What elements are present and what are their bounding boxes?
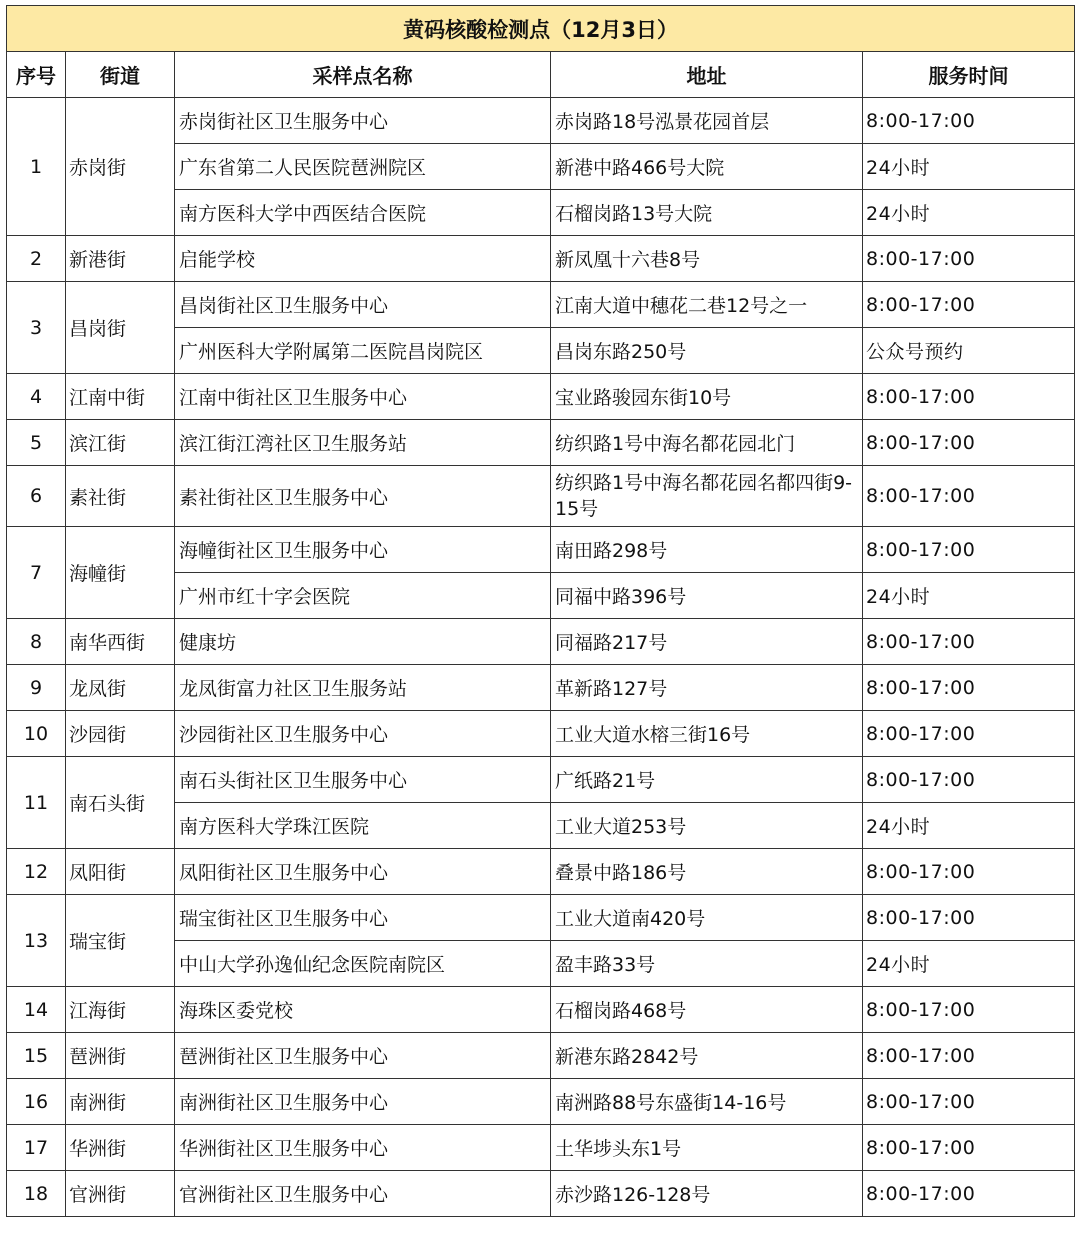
site-name: 广州医科大学附属第二医院昌岗院区	[175, 328, 551, 374]
row-number: 7	[7, 527, 66, 619]
table-row	[7, 1125, 1075, 1171]
site-address: 昌岗东路250号	[551, 328, 863, 374]
street-name: 凤阳街	[66, 849, 175, 895]
table-row	[7, 374, 1075, 420]
site-address: 叠景中路186号	[551, 849, 863, 895]
street-name: 南华西街	[66, 619, 175, 665]
service-hours: 8:00-17:00	[863, 282, 1075, 328]
row-number: 3	[7, 282, 66, 374]
service-hours: 8:00-17:00	[863, 1125, 1075, 1171]
table-row	[7, 849, 1075, 895]
site-name: 瑞宝街社区卫生服务中心	[175, 895, 551, 941]
header-hours: 服务时间	[863, 52, 1075, 98]
row-number: 6	[7, 466, 66, 527]
service-hours: 24小时	[863, 144, 1075, 190]
table-row	[7, 895, 1075, 941]
service-hours: 8:00-17:00	[863, 987, 1075, 1033]
site-address: 土华埗头东1号	[551, 1125, 863, 1171]
site-name: 南洲街社区卫生服务中心	[175, 1079, 551, 1125]
row-number: 18	[7, 1171, 66, 1217]
site-name: 琶洲街社区卫生服务中心	[175, 1033, 551, 1079]
service-hours: 8:00-17:00	[863, 665, 1075, 711]
site-address: 新凤凰十六巷8号	[551, 236, 863, 282]
service-hours: 8:00-17:00	[863, 895, 1075, 941]
site-address: 赤沙路126-128号	[551, 1171, 863, 1217]
service-hours: 24小时	[863, 573, 1075, 619]
site-name: 江南中街社区卫生服务中心	[175, 374, 551, 420]
header-address: 地址	[551, 52, 863, 98]
site-address: 石榴岗路468号	[551, 987, 863, 1033]
site-name: 海珠区委党校	[175, 987, 551, 1033]
service-hours: 8:00-17:00	[863, 98, 1075, 144]
header-site: 采样点名称	[175, 52, 551, 98]
service-hours: 8:00-17:00	[863, 527, 1075, 573]
street-name: 素社街	[66, 466, 175, 527]
site-address: 工业大道253号	[551, 803, 863, 849]
street-name: 瑞宝街	[66, 895, 175, 987]
street-name: 新港街	[66, 236, 175, 282]
site-name: 南方医科大学中西医结合医院	[175, 190, 551, 236]
site-name: 中山大学孙逸仙纪念医院南院区	[175, 941, 551, 987]
street-name: 南石头街	[66, 757, 175, 849]
site-address: 南洲路88号东盛街14-16号	[551, 1079, 863, 1125]
street-name: 江南中街	[66, 374, 175, 420]
street-name: 滨江街	[66, 420, 175, 466]
site-name: 南方医科大学珠江医院	[175, 803, 551, 849]
table-row	[7, 757, 1075, 803]
street-name: 赤岗街	[66, 98, 175, 236]
row-number: 13	[7, 895, 66, 987]
site-address: 同福路217号	[551, 619, 863, 665]
site-address: 工业大道水榕三街16号	[551, 711, 863, 757]
table-row	[7, 98, 1075, 144]
street-name: 沙园街	[66, 711, 175, 757]
site-name: 官洲街社区卫生服务中心	[175, 1171, 551, 1217]
site-name: 龙凤街富力社区卫生服务站	[175, 665, 551, 711]
site-address: 纺织路1号中海名都花园北门	[551, 420, 863, 466]
site-name: 滨江街江湾社区卫生服务站	[175, 420, 551, 466]
site-address: 赤岗路18号泓景花园首层	[551, 98, 863, 144]
row-number: 16	[7, 1079, 66, 1125]
site-address: 南田路298号	[551, 527, 863, 573]
table-body	[7, 98, 1075, 1217]
table-row	[7, 665, 1075, 711]
service-hours: 8:00-17:00	[863, 466, 1075, 527]
row-number: 5	[7, 420, 66, 466]
service-hours: 8:00-17:00	[863, 236, 1075, 282]
service-hours: 8:00-17:00	[863, 711, 1075, 757]
site-address: 工业大道南420号	[551, 895, 863, 941]
service-hours: 8:00-17:00	[863, 420, 1075, 466]
site-name: 赤岗街社区卫生服务中心	[175, 98, 551, 144]
table-row	[7, 711, 1075, 757]
header-no: 序号	[7, 52, 66, 98]
header-street: 街道	[66, 52, 175, 98]
site-name: 昌岗街社区卫生服务中心	[175, 282, 551, 328]
site-name: 沙园街社区卫生服务中心	[175, 711, 551, 757]
table-row	[7, 1079, 1075, 1125]
service-hours: 24小时	[863, 803, 1075, 849]
street-name: 华洲街	[66, 1125, 175, 1171]
table-row	[7, 282, 1075, 328]
site-name: 海幢街社区卫生服务中心	[175, 527, 551, 573]
site-name: 华洲街社区卫生服务中心	[175, 1125, 551, 1171]
service-hours: 8:00-17:00	[863, 1079, 1075, 1125]
site-address: 纺织路1号中海名都花园名都四街9-15号	[551, 466, 863, 527]
table-row	[7, 466, 1075, 527]
table-row	[7, 987, 1075, 1033]
site-address: 江南大道中穗花二巷12号之一	[551, 282, 863, 328]
service-hours: 24小时	[863, 941, 1075, 987]
header-row	[7, 52, 1075, 98]
table-row	[7, 1171, 1075, 1217]
site-address: 同福中路396号	[551, 573, 863, 619]
service-hours: 8:00-17:00	[863, 757, 1075, 803]
row-number: 9	[7, 665, 66, 711]
street-name: 江海街	[66, 987, 175, 1033]
row-number: 17	[7, 1125, 66, 1171]
site-name: 健康坊	[175, 619, 551, 665]
service-hours: 8:00-17:00	[863, 619, 1075, 665]
site-address: 盈丰路33号	[551, 941, 863, 987]
row-number: 10	[7, 711, 66, 757]
service-hours: 公众号预约	[863, 328, 1075, 374]
street-name: 琶洲街	[66, 1033, 175, 1079]
table-row	[7, 1033, 1075, 1079]
service-hours: 24小时	[863, 190, 1075, 236]
service-hours: 8:00-17:00	[863, 1171, 1075, 1217]
service-hours: 8:00-17:00	[863, 1033, 1075, 1079]
site-name: 广东省第二人民医院琶洲院区	[175, 144, 551, 190]
street-name: 海幢街	[66, 527, 175, 619]
site-name: 素社街社区卫生服务中心	[175, 466, 551, 527]
street-name: 南洲街	[66, 1079, 175, 1125]
table-row	[7, 619, 1075, 665]
row-number: 12	[7, 849, 66, 895]
site-address: 宝业路骏园东街10号	[551, 374, 863, 420]
table-row	[7, 420, 1075, 466]
site-address: 新港中路466号大院	[551, 144, 863, 190]
site-name: 凤阳街社区卫生服务中心	[175, 849, 551, 895]
street-name: 龙凤街	[66, 665, 175, 711]
site-name: 南石头街社区卫生服务中心	[175, 757, 551, 803]
street-name: 官洲街	[66, 1171, 175, 1217]
site-name: 广州市红十字会医院	[175, 573, 551, 619]
service-hours: 8:00-17:00	[863, 374, 1075, 420]
site-name: 启能学校	[175, 236, 551, 282]
row-number: 4	[7, 374, 66, 420]
site-address: 新港东路2842号	[551, 1033, 863, 1079]
table-title: 黄码核酸检测点（12月3日）	[7, 6, 1075, 52]
site-address: 广纸路21号	[551, 757, 863, 803]
testing-sites-table	[6, 5, 1075, 1217]
street-name: 昌岗街	[66, 282, 175, 374]
row-number: 1	[7, 98, 66, 236]
site-address: 石榴岗路13号大院	[551, 190, 863, 236]
row-number: 11	[7, 757, 66, 849]
table-row	[7, 527, 1075, 573]
row-number: 2	[7, 236, 66, 282]
service-hours: 8:00-17:00	[863, 849, 1075, 895]
row-number: 8	[7, 619, 66, 665]
row-number: 14	[7, 987, 66, 1033]
table-row	[7, 236, 1075, 282]
row-number: 15	[7, 1033, 66, 1079]
site-address: 革新路127号	[551, 665, 863, 711]
